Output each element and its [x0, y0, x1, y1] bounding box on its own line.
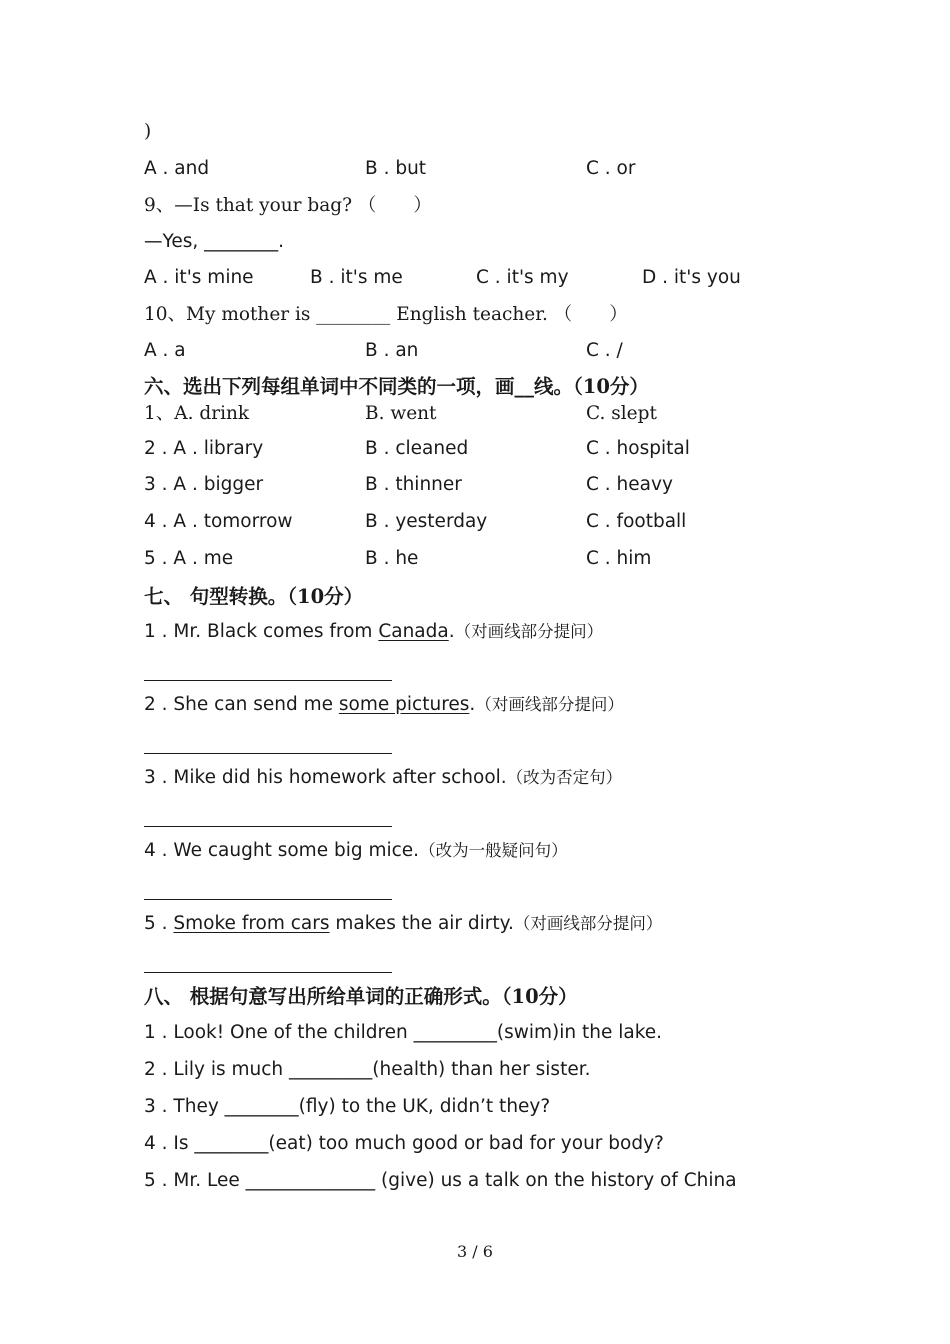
s6-row1-a: 1、A. drink — [144, 403, 250, 424]
s7-item-2: 2 . She can send me some pictures.（对画线部分提问） — [144, 694, 624, 715]
s8-item-5: 5 . Mr. Lee ______________ (give) us a talk on the history of China — [144, 1170, 737, 1191]
section6-title: 六、选出下列每组单词中不同类的一项，画__线。（10分） — [144, 375, 649, 398]
page-number: 3 / 6 — [457, 1242, 493, 1261]
section8-title: 八、 根据句意写出所给单词的正确形式。（10分） — [144, 985, 578, 1008]
q9-option-c: C . it's my — [476, 267, 569, 288]
s8-item-1: 1 . Look! One of the children _________(swim)in the lake. — [144, 1022, 663, 1043]
s6-row3-a: 3 . A . bigger — [144, 474, 264, 495]
q9-option-b: B . it's me — [310, 267, 403, 288]
s7-answer-line-4[interactable] — [144, 899, 392, 900]
s6-row2-b: B . cleaned — [365, 438, 469, 459]
s7-answer-line-3[interactable] — [144, 826, 392, 827]
s8-item-4: 4 . Is ________(eat) too much good or bad for your body? — [144, 1133, 664, 1154]
q10-option-a: A . a — [144, 340, 186, 361]
s7-item-5: 5 . Smoke from cars makes the air dirty.（对画线部分提问） — [144, 913, 663, 934]
s6-row1-b: B. went — [365, 403, 437, 424]
s6-row5-c: C . him — [586, 548, 652, 569]
s6-row2-a: 2 . A . library — [144, 438, 264, 459]
q8-option-a: A . and — [144, 158, 210, 179]
s6-row4-b: B . yesterday — [365, 511, 488, 532]
s6-row4-c: C . football — [586, 511, 687, 532]
s7-item-1: 1 . Mr. Black comes from Canada.（对画线部分提问） — [144, 621, 604, 642]
q8-option-c: C . or — [586, 158, 636, 179]
q8-bracket-tail: ) — [144, 121, 152, 142]
s7-answer-line-2[interactable] — [144, 753, 392, 754]
q9-option-a: A . it's mine — [144, 267, 254, 288]
q8-option-b: B . but — [365, 158, 427, 179]
q10-option-c: C . / — [586, 340, 623, 361]
s8-item-2: 2 . Lily is much _________(health) than her sister. — [144, 1059, 591, 1080]
s7-answer-line-5[interactable] — [144, 972, 392, 973]
q9-answer-line: —Yes, ________. — [144, 231, 285, 252]
q10-option-b: B . an — [365, 340, 419, 361]
s7-answer-line-1[interactable] — [144, 680, 392, 681]
q9-stem: 9、—Is that your bag? （ ） — [144, 195, 432, 216]
s6-row5-b: B . he — [365, 548, 419, 569]
s6-row3-b: B . thinner — [365, 474, 462, 495]
s6-row3-c: C . heavy — [586, 474, 673, 495]
section7-title: 七、 句型转换。（10分） — [144, 585, 364, 608]
s6-row4-a: 4 . A . tomorrow — [144, 511, 293, 532]
q10-stem: 10、My mother is ________ English teacher. （ ） — [144, 304, 628, 325]
s7-item-4: 4 . We caught some big mice.（改为一般疑问句） — [144, 840, 568, 861]
q9-option-d: D . it's you — [642, 267, 741, 288]
s8-item-3: 3 . They ________(fly) to the UK, didn’t they? — [144, 1096, 551, 1117]
s6-row1-c: C. slept — [586, 403, 657, 424]
s6-row5-a: 5 . A . me — [144, 548, 234, 569]
s6-row2-c: C . hospital — [586, 438, 690, 459]
s7-item-3: 3 . Mike did his homework after school.（改为否定句） — [144, 767, 623, 788]
